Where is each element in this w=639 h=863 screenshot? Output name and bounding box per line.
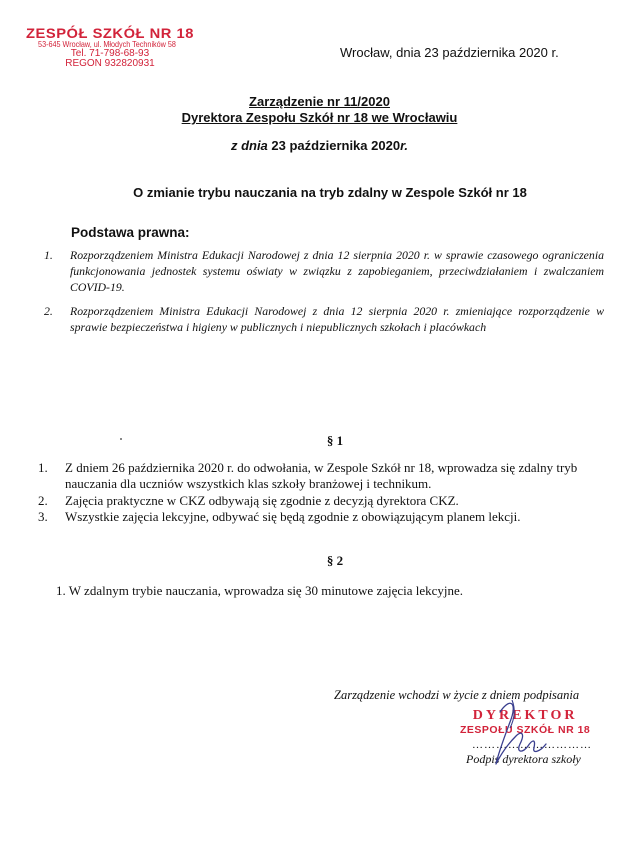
director-stamp-title: DYREKTOR: [472, 708, 578, 723]
list-item: [38, 509, 598, 525]
section-2-mark: § 2: [326, 553, 344, 568]
item-number: 2.: [44, 303, 53, 318]
list-item: [38, 460, 598, 493]
item-text: Wszystkie zajęcia lekcyjne, odbywać się będą zgodnie z obowiązującym planem lekcji.: [65, 508, 521, 524]
list-item: [44, 248, 604, 296]
document-issuer: Dyrektora Zespołu Szkół nr 18 we Wrocławiu: [181, 110, 458, 125]
school-stamp: [26, 25, 194, 69]
place-date: Wrocław, dnia 23 października 2020 r.: [340, 45, 559, 60]
document-subject: O zmianie trybu nauczania na tryb zdalny w Zespole Szkół nr 18: [133, 185, 527, 200]
handwritten-signature: [470, 692, 570, 772]
item-text: Z dniem 26 października 2020 r. do odwołania, w Zespole Szkół nr 18, wprowadza się zdalny tryb nauczania dla uczniów wszystkich klas szkoły branżowej i technikum.: [65, 460, 578, 492]
stamp-regon: REGON 932820931: [65, 57, 155, 69]
item-text: Zajęcia praktyczne w CKZ odbywają się zgodnie z decyzją dyrektora CKZ.: [65, 492, 459, 508]
date-value: 23 października 2020: [271, 138, 401, 153]
stamp-address: 53-645 Wrocław, ul. Młodych Techników 58: [38, 39, 176, 49]
stamp-school-name: ZESPÓŁ SZKÓŁ NR 18: [26, 25, 194, 41]
date-prefix: z dnia: [230, 138, 268, 153]
legal-basis-heading: Podstawa prawna:: [71, 225, 190, 240]
item-number: 1.: [38, 460, 48, 475]
list-item: [44, 304, 604, 336]
item-text: Rozporządzeniem Ministra Edukacji Narodowej z dnia 12 sierpnia 2020 r. w sprawie czasowego ograniczenia funkcjonowania jednostek systemu oświaty w związku z zapobieganiem, przeciwdziałaniem i zwalczaniem COVID-19.: [70, 248, 604, 294]
section-1-list: [38, 460, 598, 525]
section-2-item: 1. W zdalnym trybie nauczania, wprowadza się 30 minutowe zajęcia lekcyjne.: [56, 583, 464, 598]
legal-basis-list: [44, 248, 604, 344]
signature-label: Podpis dyrektora szkoły: [466, 752, 581, 766]
director-stamp-school: ZESPOŁU SZKÓŁ NR 18: [460, 724, 591, 736]
document-date: [0, 138, 639, 153]
stamp-phone: Tel. 71-798-68-93: [70, 47, 150, 59]
item-number: 3.: [38, 508, 48, 524]
list-item: [38, 493, 598, 509]
item-number: 1.: [44, 248, 53, 262]
signature-line: …………………………: [472, 739, 592, 751]
section-1-mark: § 1: [326, 433, 344, 448]
closing-statement: Zarządzenie wchodzi w życie z dniem podpisania: [334, 688, 580, 702]
item-number: 2.: [38, 492, 48, 508]
item-text: Rozporządzeniem Ministra Edukacji Narodowej z dnia 12 sierpnia 2020 r. zmieniające rozporządzenie w sprawie bezpieczeństwa i higieny w publicznych i niepublicznych szkołach i placówkach: [70, 303, 604, 334]
date-suffix: r.: [400, 138, 409, 153]
document-title: Zarządzenie nr 11/2020: [249, 94, 390, 109]
